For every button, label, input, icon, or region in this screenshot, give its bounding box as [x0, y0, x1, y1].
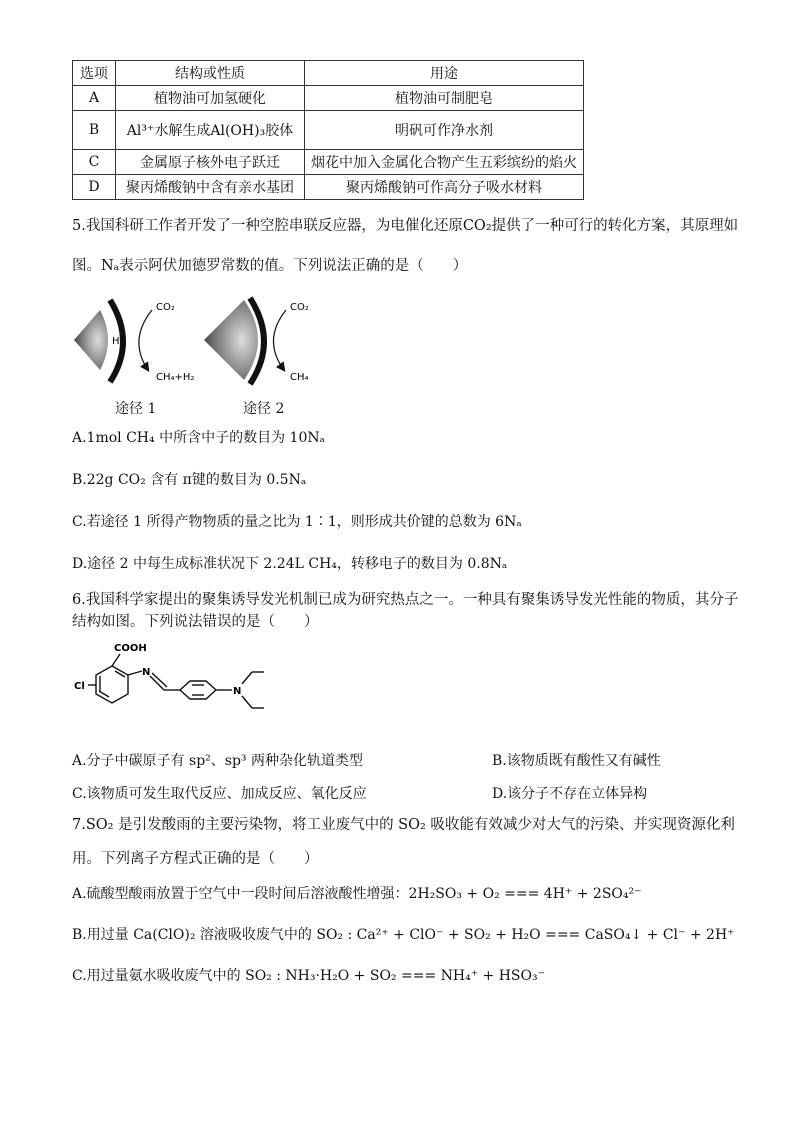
table-cell-property: Al³⁺水解生成Al(OH)₃胶体 — [116, 111, 305, 150]
table-cell-property: 植物油可加氢硬化 — [116, 86, 305, 111]
table-cell-use: 聚丙烯酸钠可作高分子吸水材料 — [305, 175, 584, 200]
table-row — [73, 175, 584, 200]
q7-option-a: A.硫酸型酸雨放置于空气中一段时间后溶液酸性增强：2H₂SO₃ + O₂ === 4H⁺ + 2SO₄²⁻ — [72, 886, 642, 902]
catalyst-cavity-1 — [74, 310, 108, 370]
co2-label-2: CO₂ — [290, 302, 309, 313]
table-cell-option: A — [73, 86, 116, 111]
table-cell-property: 聚丙烯酸钠中含有亲水基团 — [116, 175, 305, 200]
table-cell-option: B — [73, 111, 116, 150]
caption-pathway-2: 途径 2 — [243, 401, 285, 417]
table-cell-property: 金属原子核外电子跃迁 — [116, 150, 305, 175]
cl-label: Cl — [74, 681, 85, 692]
molecule-structure — [72, 640, 292, 732]
co2-label-1: CO₂ — [156, 302, 175, 313]
q5-option-a: A.1mol CH₄ 中所含中子的数目为 10Nₐ — [72, 430, 325, 446]
q7-option-c: C.用过量氨水吸收废气中的 SO₂ : NH₃·H₂O + SO₂ === NH₄⁺ + HSO₃⁻ — [72, 968, 546, 984]
imine-n-label: N — [142, 667, 151, 678]
reaction-arrow-2 — [273, 310, 286, 370]
table-cell-use: 烟花中加入金属化合物产生五彩缤纷的焰火 — [305, 150, 584, 175]
q7-stem-line2: 用。下列离子方程式正确的是（ ） — [72, 851, 319, 867]
q5-option-d: D.途径 2 中每生成标准状况下 2.24L CH₄，转移电子的数目为 0.8Nₐ — [72, 556, 508, 572]
q5-stem-line1: 5.我国科研工作者开发了一种空腔串联反应器，为电催化还原CO₂提供了一种可行的转化方案，其原理如 — [72, 218, 739, 234]
product-label-1: CH₄+H₂ — [156, 372, 195, 383]
q5-option-c: C.若途径 1 所得产物物质的量之比为 1∶1，则形成共价键的总数为 6Nₐ — [72, 514, 522, 530]
catalyst-cavity-2 — [204, 300, 258, 380]
q6-stem-line2: 结构如图。下列说法错误的是（ ） — [72, 614, 319, 630]
q6-stem-line1: 6.我国科学家提出的聚集诱导发光机制已成为研究热点之一。一种具有聚集诱导发光性能的物质，其分子 — [72, 592, 739, 608]
q6-option-c: C.该物质可发生取代反应、加成反应、氧化反应 — [72, 786, 367, 802]
q6-option-d: D.该分子不存在立体异构 — [492, 786, 648, 802]
left-benzene-ring — [96, 666, 128, 703]
table-row — [73, 111, 584, 150]
table-header-option: 选项 — [73, 61, 116, 86]
caption-pathway-1: 途径 1 — [115, 401, 157, 417]
reactor-diagram — [72, 296, 352, 388]
reaction-arrow-1 — [139, 310, 152, 370]
product-label-2: CH₄ — [290, 372, 309, 383]
table-cell-option: C — [73, 150, 116, 175]
right-benzene-ring — [180, 681, 216, 699]
table-header-property: 结构或性质 — [116, 61, 305, 86]
h-plus-label: H⁺ — [112, 336, 125, 347]
table-header-use: 用途 — [305, 61, 584, 86]
table-row — [73, 86, 584, 111]
ethyl-bond-2 — [242, 696, 252, 708]
table-cell-option: D — [73, 175, 116, 200]
table-cell-use: 植物油可制肥皂 — [305, 86, 584, 111]
table-row — [73, 150, 584, 175]
q7-option-b: B.用过量 Ca(ClO)₂ 溶液吸收废气中的 SO₂ : Ca²⁺ + ClO⁻ + SO₂ + H₂O === CaSO₄↓ + Cl⁻ + 2H⁺ — [72, 927, 735, 943]
table-cell-use: 明矾可作净水剂 — [305, 111, 584, 150]
q7-stem-line1: 7.SO₂ 是引发酸雨的主要污染物，将工业废气中的 SO₂ 吸收能有效减少对大气的污染、并实现资源化利 — [72, 817, 735, 833]
options-table — [72, 60, 584, 200]
q6-option-b: B.该物质既有酸性又有碱性 — [492, 753, 661, 769]
carboxyl-bond — [112, 654, 120, 666]
ethyl-bond-1 — [242, 672, 252, 684]
amine-n-label: N — [233, 686, 242, 697]
q5-stem-line2: 图。Nₐ表示阿伏加德罗常数的值。下列说法正确的是（ ） — [72, 258, 468, 274]
q5-option-b: B.22g CO₂ 含有 π键的数目为 0.5Nₐ — [72, 472, 307, 488]
q6-option-a: A.分子中碳原子有 sp²、sp³ 两种杂化轨道类型 — [72, 753, 363, 769]
cooh-label: COOH — [114, 643, 147, 654]
